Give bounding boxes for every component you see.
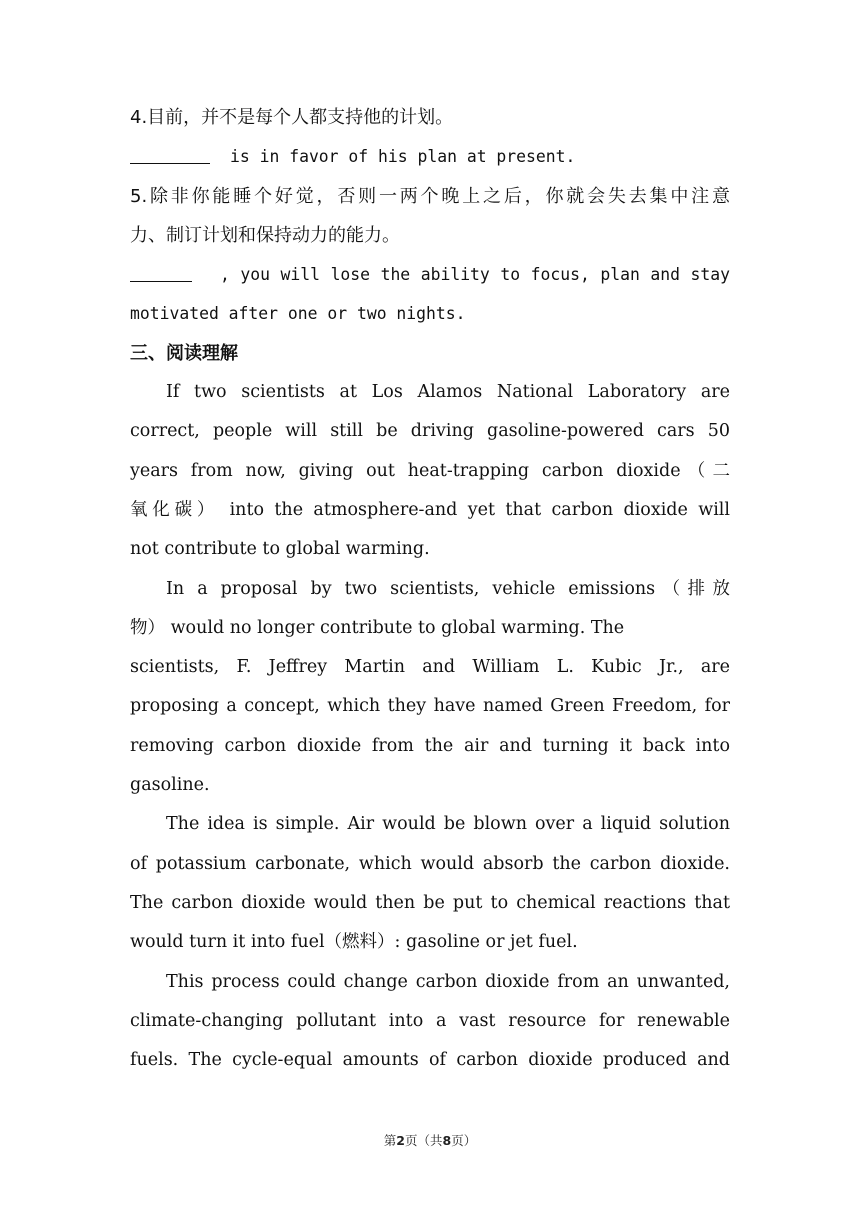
passage-p2-line: removing carbon dioxide from the air and turning it back into: [130, 735, 730, 756]
q5-answer-text-1: , you will lose the ability to focus, plan and stay: [220, 265, 730, 285]
footer-prefix: 第: [383, 1133, 397, 1148]
passage-p4-line: climate-changing pollutant into a vast resource for renewable: [130, 1010, 730, 1031]
passage-p1-line: 氧化碳） into the atmosphere-and yet that carbon dioxide will: [130, 499, 730, 520]
passage-p1-line: years from now, giving out heat-trapping carbon dioxide（二: [130, 460, 730, 481]
section-heading: 三、阅读理解: [130, 342, 238, 364]
q5-answer-line-1: [130, 255, 730, 294]
passage-p2-line: gasoline.: [130, 775, 210, 796]
passage-p1-line: correct, people will still be driving gasoline-powered cars 50: [130, 421, 730, 442]
q4-answer-blank[interactable]: [130, 137, 210, 164]
passage-p1-line: not contribute to global warming.: [130, 539, 430, 560]
q5-prompt-line-1: 5.除非你能睡个好觉，否则一两个晚上之后，你就会失去集中注意: [130, 185, 730, 207]
passage-p3-line: of potassium carbonate, which would absorb the carbon dioxide.: [130, 853, 730, 874]
passage-p4-line: fuels. The cycle-equal amounts of carbon dioxide produced and: [130, 1050, 730, 1071]
footer-total-pages: 8: [442, 1133, 452, 1148]
page-content: [130, 98, 730, 1080]
passage-p2-line: In a proposal by two scientists, vehicle emissions（排放: [166, 578, 730, 599]
q5-prompt-line-2: 力、制订计划和保持动力的能力。: [130, 224, 400, 246]
passage-p3-line: The idea is simple. Air would be blown over a liquid solution: [166, 814, 730, 835]
passage-p4-line: This process could change carbon dioxide from an unwanted,: [166, 971, 730, 992]
passage-p2-line: scientists, F. Jeffrey Martin and William L. Kubic Jr., are: [130, 657, 730, 678]
passage-p1-line: If two scientists at Los Alamos National Laboratory are: [166, 382, 730, 403]
q5-answer-blank[interactable]: [130, 255, 192, 282]
footer-suffix: 页）: [451, 1133, 477, 1148]
q5-answer-line-2: motivated after one or two nights.: [130, 304, 466, 324]
q4-prompt: 4.目前，并不是每个人都支持他的计划。: [130, 107, 454, 128]
passage-p2-line: proposing a concept, which they have named Green Freedom, for: [130, 696, 730, 717]
q4-answer-text: is in favor of his plan at present.: [230, 147, 576, 167]
passage-p3-line: The carbon dioxide would then be put to chemical reactions that: [130, 892, 730, 913]
footer-mid: 页（共: [404, 1133, 443, 1148]
passage-p3-line: would turn it into fuel（燃料）: gasoline or jet fuel.: [130, 932, 578, 953]
q4-answer-line: [130, 137, 730, 176]
passage-p2-line: 物） would no longer contribute to global warming. The: [130, 617, 625, 638]
footer-page-number: 2: [396, 1133, 405, 1148]
page-footer: [0, 1131, 860, 1149]
